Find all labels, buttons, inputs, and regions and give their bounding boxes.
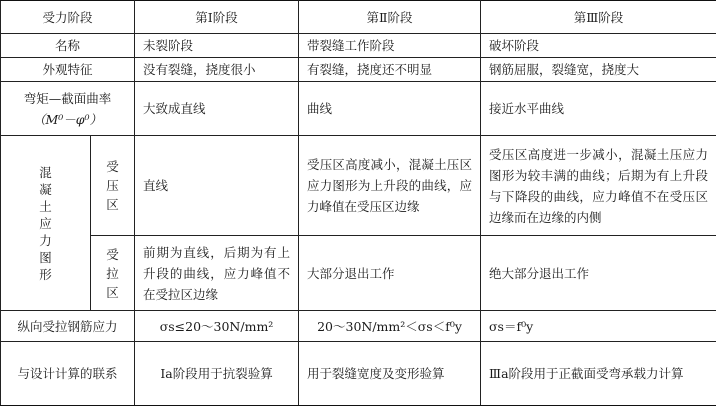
row-steel-stress-p3: σs＝f⁰y <box>481 311 716 342</box>
row-name-p3: 破坏阶段 <box>481 34 716 58</box>
compression-p1: 直线 <box>135 136 299 236</box>
tension-p3: 绝大部分退出工作 <box>481 236 716 311</box>
header-stage: 受力阶段 <box>1 1 135 34</box>
compression-zone-label-text: 受压区 <box>106 157 120 214</box>
header-phase-1: 第Ⅰ阶段 <box>135 1 299 34</box>
compression-p3: 受压区高度进一步减小，混凝土压应力图形为较丰满的曲线；后期为有上升段与下降段的曲线，应力峰值不在受压区边缘而在边缘的内侧 <box>481 136 716 236</box>
row-name <box>1 34 716 58</box>
row-concrete-tension <box>1 236 716 311</box>
row-design <box>1 342 716 406</box>
row-design-p2: 用于裂缝宽度及变形验算 <box>299 342 481 406</box>
row-design-p3: Ⅲa阶段用于正截面受弯承载力计算 <box>481 342 716 406</box>
row-steel-stress-label: 纵向受拉钢筋应力 <box>1 311 135 342</box>
header-phase-2: 第Ⅱ阶段 <box>299 1 481 34</box>
row-design-p1: Ⅰa阶段用于抗裂验算 <box>135 342 299 406</box>
header-row <box>1 1 716 34</box>
tension-p1: 前期为直线，后期为有上升段的曲线，应力峰值不在受拉区边缘 <box>135 236 299 311</box>
row-concrete-compression <box>1 136 716 236</box>
tension-zone-label-text: 受拉区 <box>106 245 120 302</box>
row-name-p2: 带裂缝工作阶段 <box>299 34 481 58</box>
header-phase-3: 第Ⅲ阶段 <box>481 1 716 34</box>
row-moment-curve-p3: 接近水平曲线 <box>481 82 716 136</box>
moment-curve-formula: （M⁰－φ⁰） <box>9 109 126 130</box>
concrete-stress-label <box>1 136 91 311</box>
concrete-stress-label-text: 混凝土应力图形 <box>39 164 53 283</box>
row-appearance <box>1 58 716 82</box>
compression-p2: 受压区高度减小，混凝土压区应力图形为上升段的曲线，应力峰值在受压区边缘 <box>299 136 481 236</box>
row-appearance-p3: 钢筋屈服，裂缝宽，挠度大 <box>481 58 716 82</box>
row-name-label: 名称 <box>1 34 135 58</box>
row-appearance-p1: 没有裂缝，挠度很小 <box>135 58 299 82</box>
row-moment-curve <box>1 82 716 136</box>
row-steel-stress-p2: 20～30N/mm²＜σs＜f⁰y <box>299 311 481 342</box>
row-moment-curve-p1: 大致成直线 <box>135 82 299 136</box>
row-moment-curve-p2: 曲线 <box>299 82 481 136</box>
row-steel-stress <box>1 311 716 342</box>
tension-zone-label <box>91 236 135 311</box>
moment-curve-title: 弯矩—截面曲率 <box>9 88 126 109</box>
row-name-p1: 未裂阶段 <box>135 34 299 58</box>
row-design-label: 与设计计算的联系 <box>1 342 135 406</box>
tension-p2: 大部分退出工作 <box>299 236 481 311</box>
row-appearance-label: 外观特征 <box>1 58 135 82</box>
row-appearance-p2: 有裂缝，挠度还不明显 <box>299 58 481 82</box>
row-steel-stress-p1: σs≤20～30N/mm² <box>135 311 299 342</box>
compression-zone-label <box>91 136 135 236</box>
row-moment-curve-label <box>1 82 135 136</box>
